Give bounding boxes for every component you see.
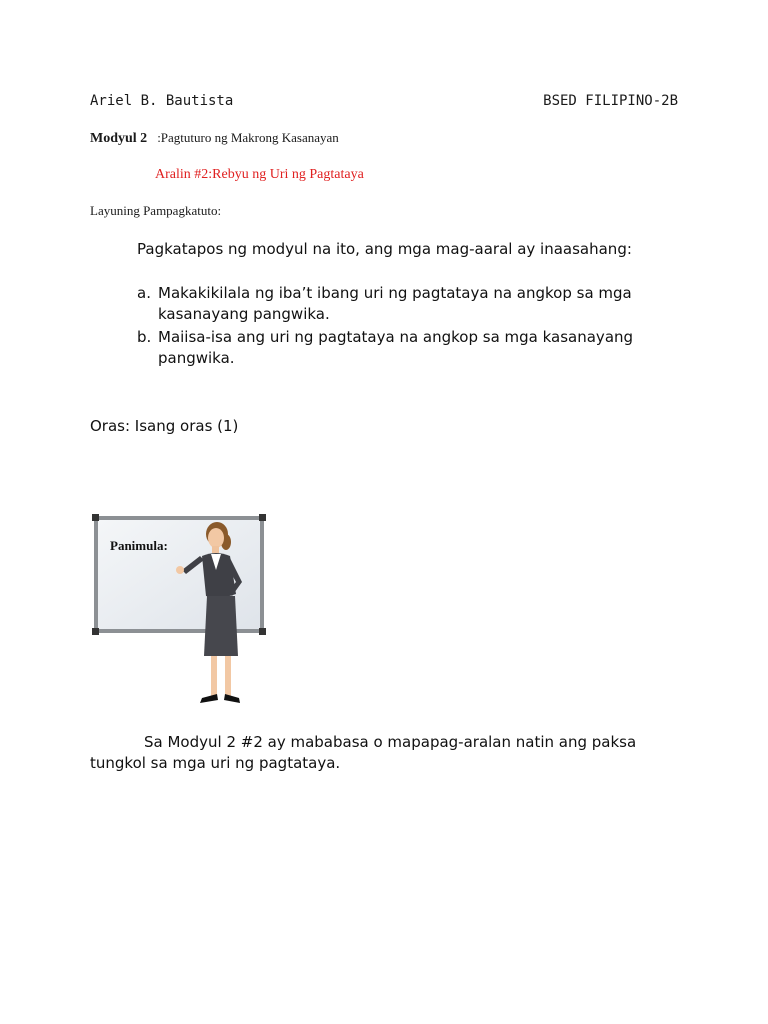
- author-name: Ariel B. Bautista: [90, 93, 234, 109]
- aralin-title: Aralin #2:Rebyu ng Uri ng Pagtataya: [155, 167, 364, 182]
- oras-line: Oras: Isang oras (1): [90, 417, 239, 435]
- layunin-label: Layuning Pampagkatuto:: [90, 203, 222, 218]
- objective-text: Maiisa-isa ang uri ng pagtataya na angkop sa mga kasanayang pangwika.: [158, 328, 634, 367]
- paragraph-text: Sa Modyul 2 #2 ay mababasa o mapapag-aralan natin ang paksa tungkol sa mga uri ng pagtataya.: [90, 733, 637, 772]
- modyul-line: [90, 130, 339, 147]
- objective-text: Makakikilala ng iba’t ibang uri ng pagtataya na angkop sa mga kasanayang pangwika.: [158, 284, 632, 323]
- teacher-whiteboard-illustration: [90, 512, 270, 712]
- objective-marker: b.: [137, 328, 152, 346]
- objective-marker: a.: [137, 284, 151, 302]
- intro-text: Pagkatapos ng modyul na ito, ang mga mag-aaral ay inaasahang:: [137, 240, 632, 258]
- objective-item: [137, 283, 657, 325]
- panimula-label: Panimula:: [110, 538, 168, 553]
- objective-list: [137, 283, 657, 371]
- modyul-label: Modyul 2: [90, 131, 148, 146]
- intro-paragraph: [90, 732, 690, 774]
- modyul-title: :Pagtuturo ng Makrong Kasanayan: [157, 130, 339, 145]
- objective-item: [137, 327, 657, 369]
- course-label: BSED FILIPINO-2B: [543, 93, 678, 109]
